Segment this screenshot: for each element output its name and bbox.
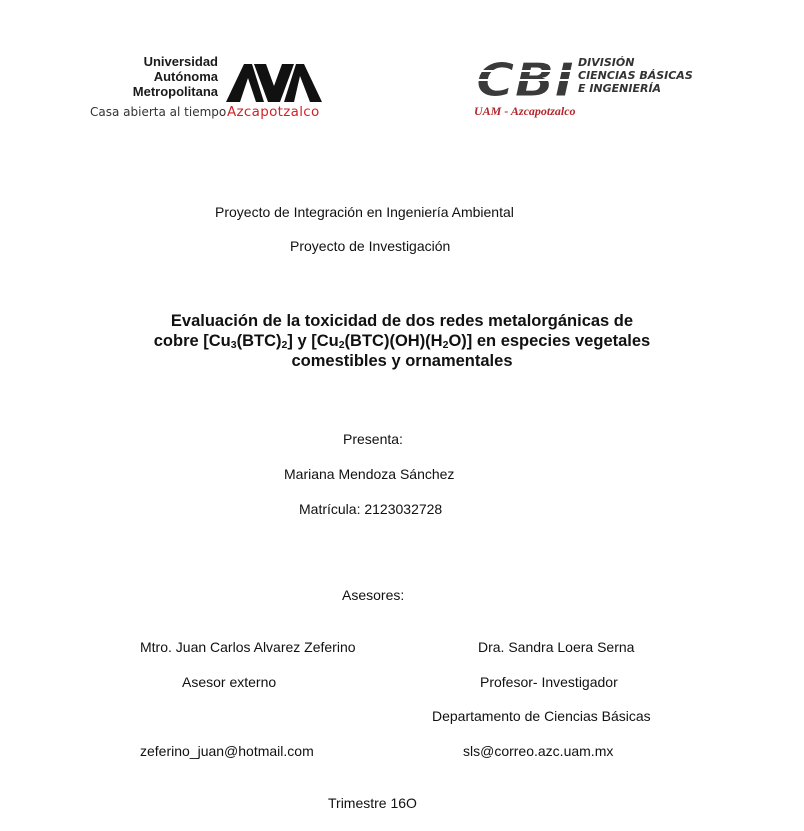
uam-emblem-icon xyxy=(226,56,322,102)
advisor-1-email: zeferino_juan@hotmail.com xyxy=(140,743,314,759)
uam-name-line-1: Universidad xyxy=(143,54,218,69)
uam-name-block xyxy=(86,54,218,104)
project-type: Proyecto de Investigación xyxy=(290,238,451,254)
uam-name-line-3: Metropolitana xyxy=(132,84,218,99)
matricula: Matrícula: 2123032728 xyxy=(299,501,443,517)
advisor-1-name: Mtro. Juan Carlos Alvarez Zeferino xyxy=(140,639,356,655)
title-line-2: cobre $[Cu_3(BTC)_2]$ y $[Cu_2(BTC)(OH)(H_2O)]$ en especies vegetales xyxy=(153,332,651,351)
cbi-division-line-1: DIVISIÓN xyxy=(578,56,635,69)
cbi-mark-text: CBI xyxy=(476,54,574,102)
uam-logo xyxy=(86,50,326,120)
title-line-1: Evaluación de la toxicidad de dos redes metalorgánicas de xyxy=(170,312,634,330)
uam-tagline: Casa abierta al tiempo xyxy=(90,105,227,119)
cbi-division-block xyxy=(578,56,693,95)
cbi-division-line-3: E INGENIERÍA xyxy=(578,82,662,95)
advisor-2-name: Dra. Sandra Loera Serna xyxy=(478,639,635,655)
cbi-division-line-2: CIENCIAS BÁSICAS xyxy=(578,69,693,82)
cbi-logo xyxy=(474,52,694,122)
asesores-label: Asesores: xyxy=(342,587,405,603)
cbi-subtitle: UAM - Azcapotzalco xyxy=(474,104,576,118)
advisor-2-email: sls@correo.azc.uam.mx xyxy=(463,743,614,759)
document-title xyxy=(100,311,704,371)
trimester: Trimestre 16O xyxy=(328,795,417,811)
author-name: Mariana Mendoza Sánchez xyxy=(284,466,455,482)
advisor-2-department: Departamento de Ciencias Básicas xyxy=(432,708,651,724)
program-name: Proyecto de Integración en Ingeniería Ambiental xyxy=(215,204,514,220)
advisor-2-role: Profesor- Investigador xyxy=(480,674,618,690)
uam-name-line-2: Autónoma xyxy=(153,69,218,84)
presenta-label: Presenta: xyxy=(343,431,403,447)
title-line-3: comestibles y ornamentales xyxy=(291,352,513,370)
uam-campus: Azcapotzalco xyxy=(227,104,320,120)
advisor-1-role: Asesor externo xyxy=(182,674,277,690)
cbi-mark xyxy=(474,54,578,102)
